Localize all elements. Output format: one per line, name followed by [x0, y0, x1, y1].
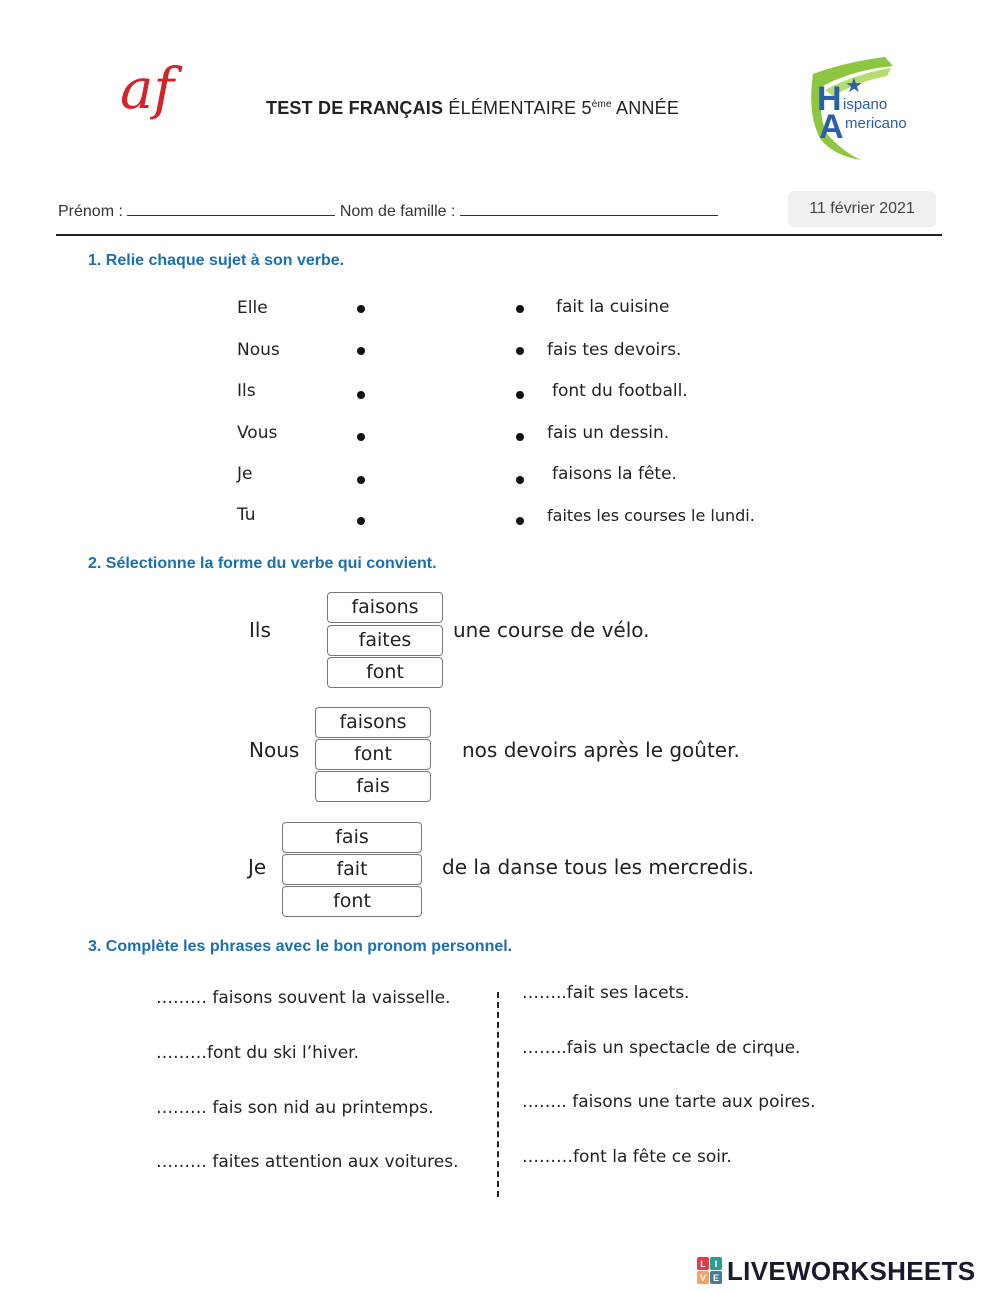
logo-word-mericano: mericano	[845, 115, 907, 132]
first-name-field[interactable]	[127, 201, 335, 216]
q2-1-option-faisons[interactable]: faisons	[327, 592, 443, 623]
q1-left-dot-6[interactable]	[357, 517, 365, 525]
q2-heading: 2. Sélectionne la forme du verbe qui convient.	[88, 555, 437, 572]
badge-letter-e: E	[712, 1273, 720, 1283]
q1-left-dot-1[interactable]	[357, 305, 365, 313]
date-badge: 11 février 2021	[788, 191, 936, 227]
q3-left-sentence-4[interactable]: ……… faites attention aux voitures.	[156, 1152, 459, 1172]
q2-subject-1: Ils	[249, 618, 271, 642]
first-name-label: Prénom :	[58, 203, 123, 220]
hispano-americano-logo	[805, 52, 935, 167]
q3-right-sentence-3[interactable]: …….. faisons une tarte aux poires.	[522, 1092, 816, 1112]
q1-verb-6: faites les courses le lundi.	[547, 506, 755, 525]
q2-2-option-fais[interactable]: fais	[315, 771, 431, 802]
logo-letter-a: A	[819, 108, 844, 146]
q1-right-dot-6[interactable]	[516, 517, 524, 525]
q1-subject-vous: Vous	[237, 423, 278, 443]
q1-verb-5: faisons la fête.	[552, 464, 677, 484]
logo-af-text: af	[120, 57, 175, 122]
q2-subject-3: Je	[248, 855, 267, 879]
q3-column-divider	[497, 992, 499, 1197]
q1-subject-je: Je	[237, 464, 253, 484]
q1-verb-4: fais un dessin.	[547, 423, 670, 443]
q1-heading: 1. Relie chaque sujet à son verbe.	[88, 252, 345, 269]
logo-word-ispano: ispano	[843, 96, 888, 113]
alliance-francaise-logo	[118, 50, 198, 140]
logo-letter-h: H	[817, 80, 842, 118]
q2-2-option-font[interactable]: font	[315, 739, 431, 770]
title-bold: TEST DE FRANÇAIS	[266, 98, 444, 118]
q3-right-sentence-4[interactable]: ………font la fête ce soir.	[522, 1147, 732, 1167]
q1-verb-1: fait la cuisine	[556, 297, 670, 317]
q1-subject-elle: Elle	[237, 298, 268, 318]
q2-sentence-2: nos devoirs après le goûter.	[462, 738, 740, 762]
q1-subject-nous: Nous	[237, 340, 280, 360]
logo-star-icon: ★	[845, 73, 863, 97]
q1-verb-2: fais tes devoirs.	[547, 340, 682, 360]
last-name-label: Nom de famille :	[339, 203, 456, 220]
q3-left-sentence-3[interactable]: ……… fais son nid au printemps.	[156, 1098, 434, 1118]
q1-right-dot-3[interactable]	[516, 391, 524, 399]
q1-left-dot-2[interactable]	[357, 347, 365, 355]
q2-3-option-fait[interactable]: fait	[282, 854, 422, 885]
q2-sentence-1: une course de vélo.	[453, 618, 650, 642]
q2-3-option-font[interactable]: font	[282, 886, 422, 917]
badge-letter-l: L	[700, 1259, 706, 1269]
q1-subject-ils: Ils	[237, 381, 256, 401]
q1-right-dot-4[interactable]	[516, 433, 524, 441]
q1-left-dot-5[interactable]	[357, 476, 365, 484]
badge-letter-v: V	[699, 1273, 707, 1283]
q3-left-sentence-2[interactable]: ………font du ski l’hiver.	[156, 1043, 360, 1063]
header-divider	[56, 234, 942, 236]
q1-subject-tu: Tu	[237, 505, 256, 525]
q3-left-sentence-1[interactable]: ……… faisons souvent la vaisselle.	[156, 988, 451, 1008]
q2-2-option-faisons[interactable]: faisons	[315, 707, 431, 738]
q1-left-dot-3[interactable]	[357, 391, 365, 399]
page-title	[266, 98, 679, 119]
title-end: ANNÉE	[616, 98, 680, 118]
q1-left-dot-4[interactable]	[357, 433, 365, 441]
liveworksheets-badge-icon	[697, 1257, 723, 1285]
badge-letter-i: I	[714, 1259, 718, 1269]
identity-row	[58, 201, 718, 221]
q3-right-sentence-2[interactable]: ……..fais un spectacle de cirque.	[522, 1038, 801, 1058]
last-name-field[interactable]	[460, 201, 718, 216]
title-sup: ème	[591, 99, 612, 110]
q2-3-option-fais[interactable]: fais	[282, 822, 422, 853]
q2-sentence-3: de la danse tous les mercredis.	[442, 855, 755, 879]
q2-1-option-font[interactable]: font	[327, 657, 443, 688]
q1-right-dot-2[interactable]	[516, 347, 524, 355]
q2-subject-2: Nous	[249, 738, 300, 762]
q1-right-dot-5[interactable]	[516, 476, 524, 484]
q1-right-dot-1[interactable]	[516, 305, 524, 313]
title-rest: ÉLÉMENTAIRE 5	[448, 98, 592, 118]
q3-heading: 3. Complète les phrases avec le bon pronom personnel.	[88, 938, 513, 955]
liveworksheets-wordmark: LIVEWORKSHEETS	[727, 1255, 976, 1286]
q2-1-option-faites[interactable]: faites	[327, 625, 443, 656]
q1-verb-3: font du football.	[552, 381, 688, 401]
q3-right-sentence-1[interactable]: ……..fait ses lacets.	[522, 983, 690, 1003]
liveworksheets-brand	[697, 1255, 975, 1287]
